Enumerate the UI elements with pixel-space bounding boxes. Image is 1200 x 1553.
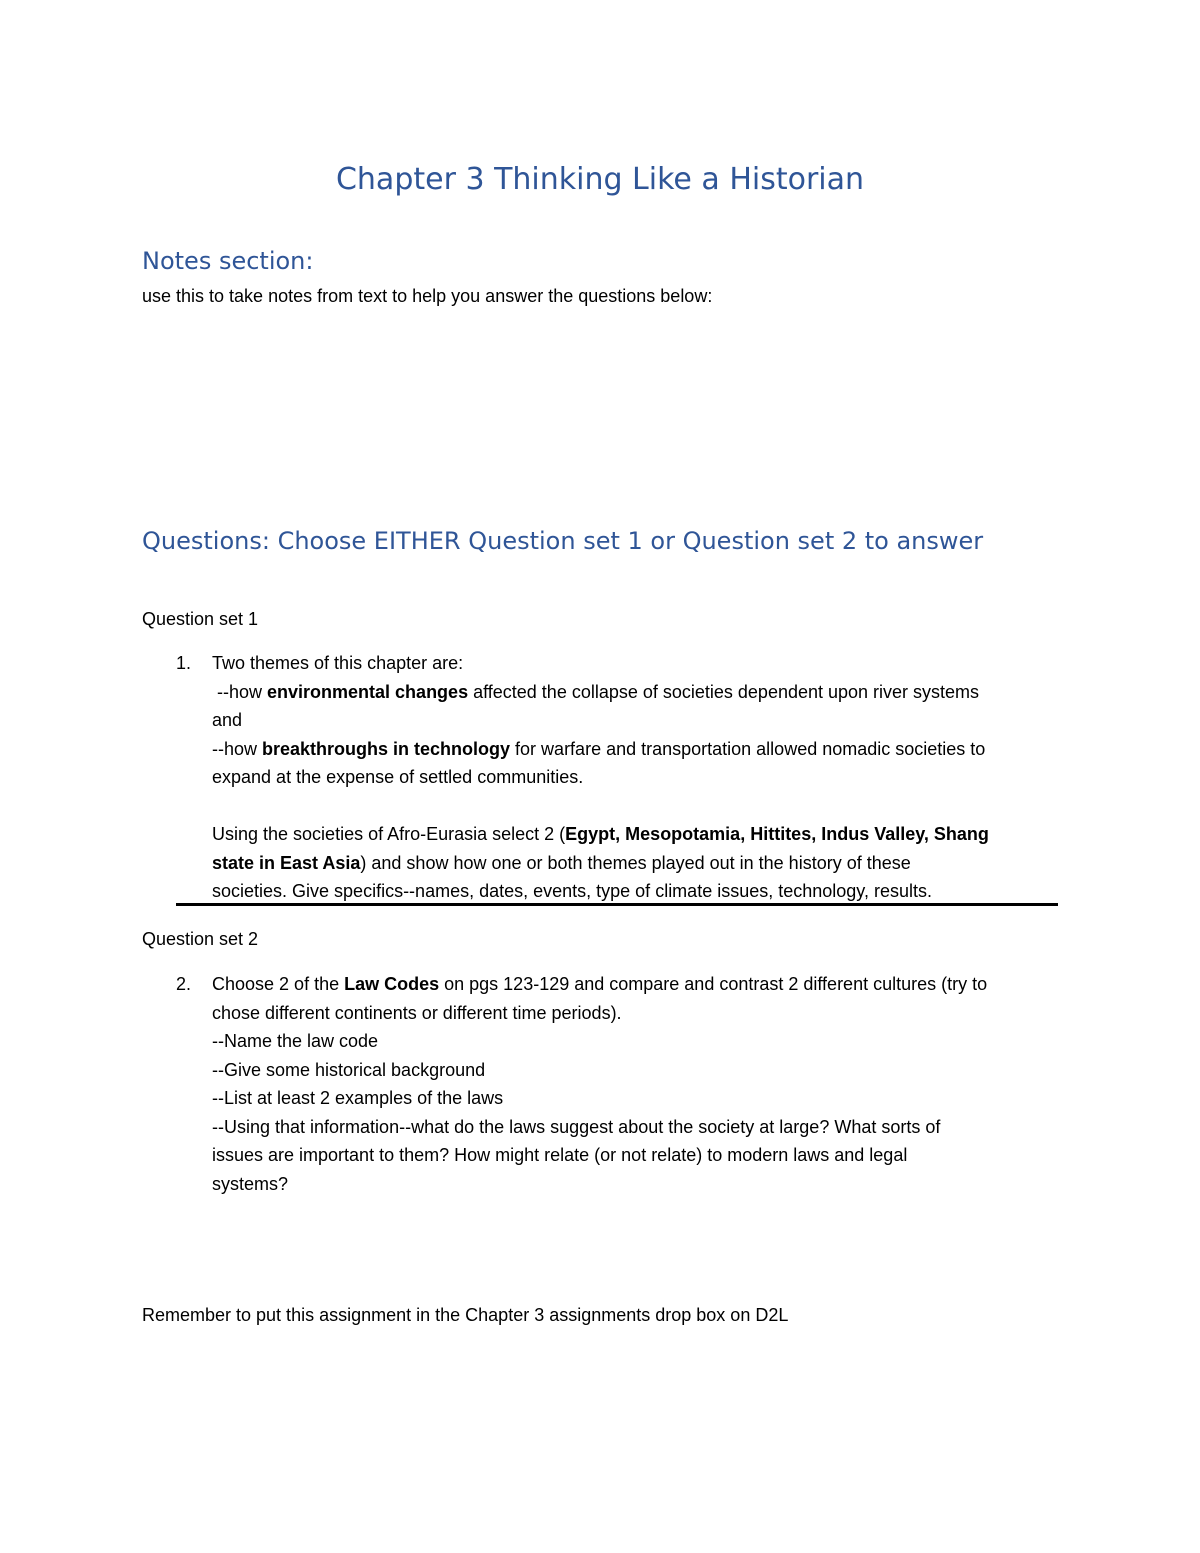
- question-2-body: [212, 970, 1072, 1198]
- section-divider: [176, 903, 1058, 906]
- q2-bullet-4c: systems?: [212, 1173, 289, 1194]
- task-line-1: [212, 820, 1072, 849]
- q2-bullet-1: --Name the law code: [212, 1031, 379, 1051]
- questions-heading: Questions: Choose EITHER Question set 1 or Question set 2 to answer: [142, 527, 984, 555]
- notes-heading: Notes section:: [142, 247, 314, 275]
- notes-instruction: use this to take notes from text to help you answer the questions below:: [142, 286, 713, 306]
- theme-2-continuation: expand at the expense of settled communities.: [212, 767, 584, 787]
- q2-bullet-2: --Give some historical background: [212, 1059, 486, 1080]
- spacer: [212, 792, 1072, 821]
- q2-bullet-4a: --Using that information--what do the laws suggest about the society at large? What sorts of: [212, 1116, 941, 1137]
- theme-2-suffix: for warfare and transportation allowed nomadic societies to: [510, 738, 986, 759]
- task-suffix: ) and show how one or both themes played out in the history of these: [360, 852, 911, 873]
- task-line-2: [212, 849, 1072, 878]
- theme-2-line: [212, 735, 1072, 764]
- theme-1-suffix: affected the collapse of societies dependent upon river systems: [468, 681, 980, 702]
- theme-1-prefix: --how: [212, 681, 268, 702]
- task-line-3: societies. Give specifics--names, dates, events, type of climate issues, technology, results.: [212, 881, 932, 901]
- task-societies-bold-2: state in East Asia: [212, 852, 361, 873]
- theme-2-bold: breakthroughs in technology: [262, 738, 511, 759]
- page-title: Chapter 3 Thinking Like a Historian: [335, 162, 865, 197]
- question-1-body: [212, 649, 1072, 906]
- theme-1-bold: environmental changes: [267, 681, 469, 702]
- q2-prefix: Choose 2 of the: [212, 974, 345, 994]
- question-2-line-1: [212, 970, 1072, 999]
- question-set-1-label: Question set 1: [142, 609, 259, 629]
- q2-bullet-3: --List at least 2 examples of the laws: [212, 1088, 504, 1108]
- task-societies-bold: Egypt, Mesopotamia, Hittites, Indus Valley, Shang: [565, 824, 989, 844]
- law-codes-bold: Law Codes: [344, 974, 440, 994]
- q2-bullet-4b: issues are important to them? How might relate (or not relate) to modern laws and legal: [212, 1145, 908, 1165]
- q2-suffix: on pgs 123-129 and compare and contrast 2 different cultures (try to: [439, 974, 988, 994]
- footer-reminder: Remember to put this assignment in the Chapter 3 assignments drop box on D2L: [142, 1305, 789, 1325]
- question-2-line-2: chose different continents or different time periods).: [212, 1002, 622, 1023]
- theme-1-line: [212, 678, 1072, 707]
- question-1-number: 1.: [176, 653, 192, 673]
- question-1-intro: Two themes of this chapter are:: [212, 653, 464, 673]
- theme-1-continuation: and: [212, 710, 243, 730]
- question-2-number: 2.: [176, 974, 192, 994]
- task-prefix: Using the societies of Afro-Eurasia select 2 (: [212, 824, 566, 844]
- question-set-2-label: Question set 2: [142, 929, 259, 949]
- theme-2-prefix: --how: [212, 738, 263, 759]
